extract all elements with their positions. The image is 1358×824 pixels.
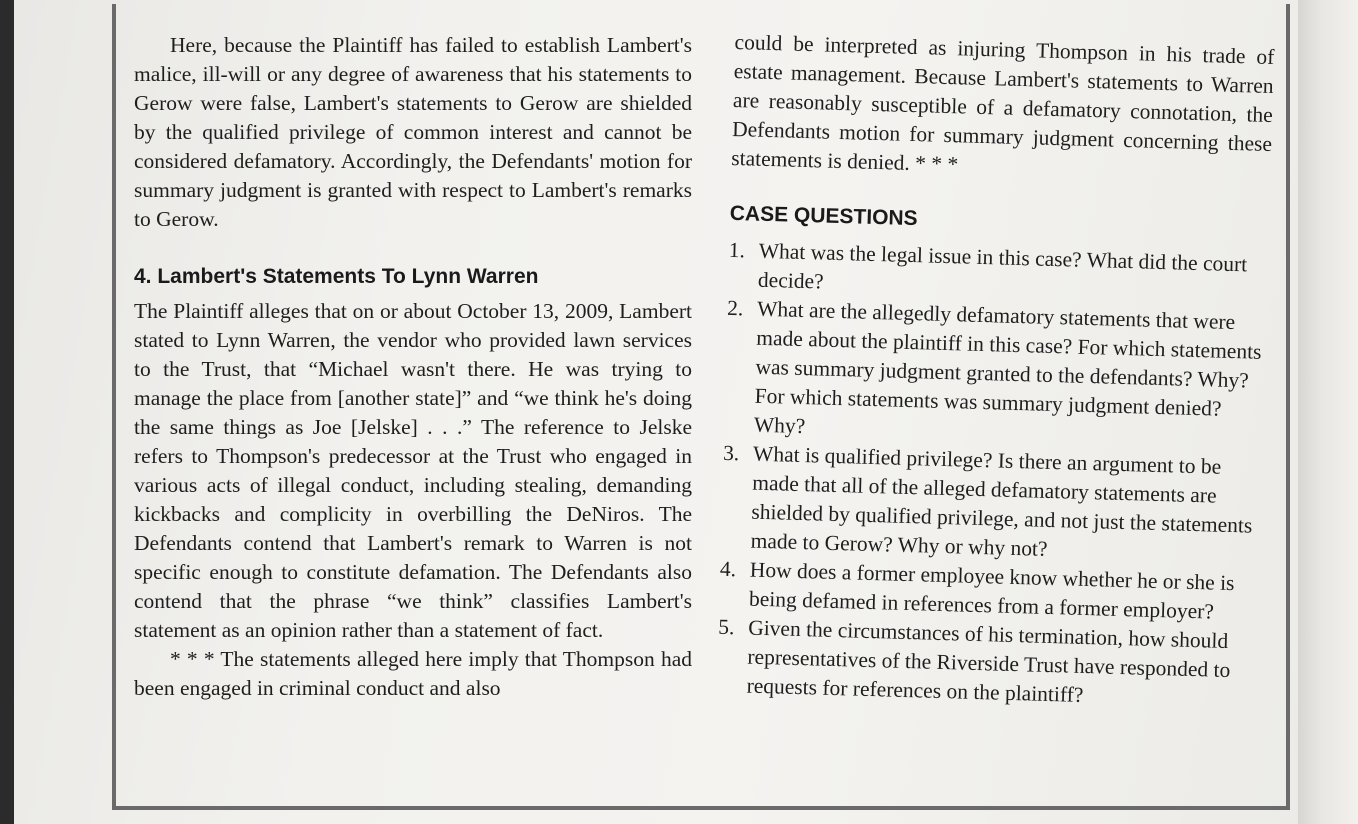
question-number: 1. — [728, 237, 746, 263]
case-questions-list — [716, 236, 1269, 715]
body-paragraph: The Plaintiff alleges that on or about October 13, 2009, Lambert stated to Lynn Warren, the vendor who provided lawn services to the Trust, that “Michael wasn't there. He was trying to manage the place from [another state]” and “we think he's doing the same things as Joe [Jelske] . . .” The reference to Jelske refers to Thompson's predecessor at the Trust who engaged in various acts of illegal conduct, including stealing, demanding kickbacks and complicity in overbilling the DeNiros. The Defendants contend that Lambert's remark to Warren is not specific enough to constitute defamation. The Defendants also contend that the phrase “we think” classifies Lambert's statement as an opinion rather than a statement of fact. — [134, 299, 692, 642]
question-number: 2. — [726, 295, 744, 321]
intro-paragraph: Here, because the Plaintiff has failed to establish Lambert's malice, ill-will or any degree of awareness that his statements to Gerow were false, Lambert's statements to Gerow are shielded by the qualified privilege of common interest and cannot be considered defamatory. Accordingly, the Defendants' motion for summary judgment is granted with respect to Lambert's remarks to Gerow. — [134, 33, 692, 231]
question-text: What are the allegedly defamatory statements that were made about the plaintiff in this case? For which statements was summary judgment granted to the defendants? Why? For which statements was summary judgment denied? Why? — [753, 296, 1262, 439]
question-text: Given the circumstances of his termination, how should representatives of the Riverside Trust have responded to requests for references on the plaintiff? — [746, 615, 1231, 707]
list-item — [716, 613, 1258, 715]
list-item — [724, 294, 1268, 454]
question-text: What was the legal issue in this case? What did the court decide? — [757, 238, 1248, 294]
question-number: 5. — [717, 614, 735, 640]
question-number: 4. — [719, 556, 737, 582]
question-number: 3. — [722, 440, 740, 466]
question-text: What is qualified privilege? Is there an argument to be made that all of the alleged defamatory statements are shielded by qualified privilege, and not just the statements made to Gerow? Why or why not? — [750, 441, 1253, 561]
question-text: How does a former employee know whether he or she is being defamed in references from a former employer? — [748, 557, 1235, 624]
right-column — [716, 28, 1275, 715]
background-right-edge — [1298, 0, 1358, 824]
section-heading: 4. Lambert's Statements To Lynn Warren — [134, 265, 539, 288]
continued-paragraph: could be interpreted as injuring Thompson in his trade of estate management. Because Lambert's statements to Warren are reasonably susceptible of a defamatory connotation, the Defendants motion for summary judgment concerning these statements is denied. * * * — [731, 29, 1275, 177]
background-left-edge — [0, 0, 14, 824]
case-questions-heading: CASE QUESTIONS — [729, 201, 918, 231]
closing-paragraph: * * * The statements alleged here imply that Thompson had been engaged in criminal conduct and also — [134, 647, 692, 700]
left-column — [134, 31, 692, 703]
list-item — [720, 439, 1263, 570]
